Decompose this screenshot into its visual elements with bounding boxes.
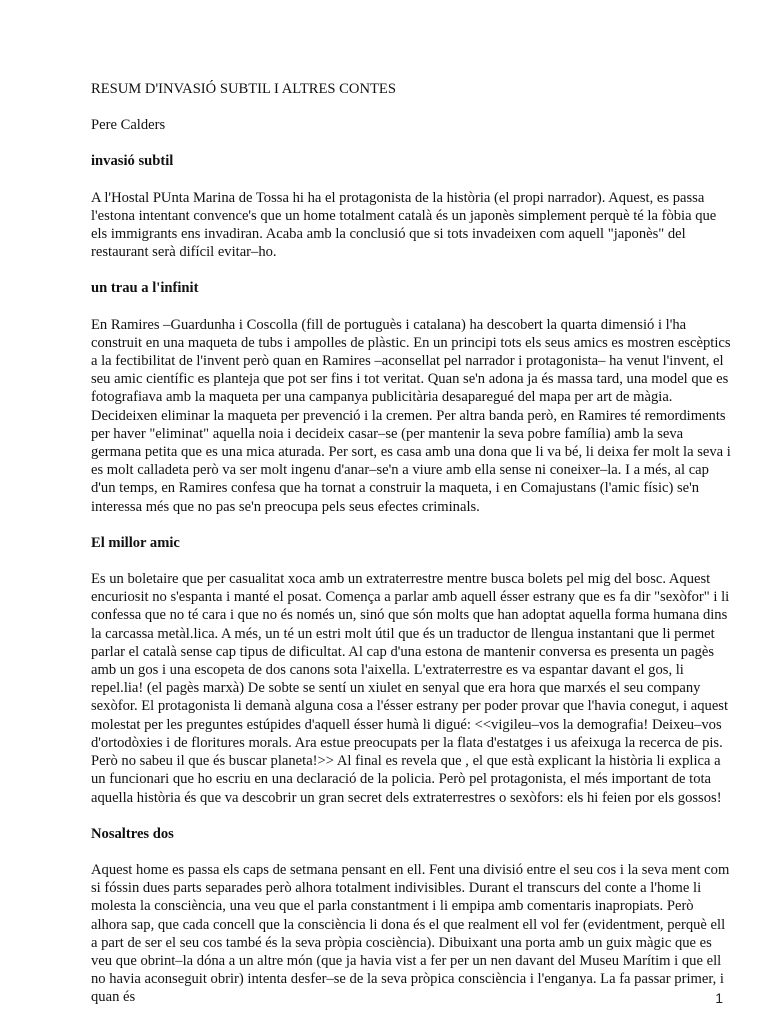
document-title: RESUM D'INVASIÓ SUBTIL I ALTRES CONTES <box>91 81 396 97</box>
author-name: Pere Calders <box>91 117 166 134</box>
section-paragraph: En Ramires –Guardunha i Coscolla (fill de portuguès i catalana) ha descobert la quarta dimensió i l'ha construit en una maqueta de tubs i ampolles de plàstic. En un principi tots els seus amics es mostren escèptics a la fectibilitat de l'invent però quan en Ramires –aconsellat pel narrador i protagonista– ha venut l'invent, el seu amic científic es planteja que pot ser fins i tot veritat. Quan se'n adona ja és massa tard, una model que es fotografiava amb la maqueta per una campanya publicitària desaparegué del mapa per art de màgia. Decideixen eliminar la maqueta per prevenció i la cremen. Per altra banda però, en Ramires té remordiments per haver "eliminat" aquella noia i decideix casar–se (per mantenir la seva pobre família) amb la seva germana petita que es una mica aturada. Per sort, es casa amb una dona que li va bé, li deixa fer molt la seva i es molt calladeta però va ser molt ingenu d'anar–se'n a viure amb ella sense ni coneixer–la. I a més, al cap d'un temps, en Ramires confesa que ha tornat a construir la maqueta, i en Comajustans (l'amic físic) se'n interessa més que no pas se'n preocupa pels seus efectes criminals. <box>91 316 731 515</box>
section-heading: El millor amic <box>91 534 180 551</box>
page-number: 1 <box>715 990 723 1006</box>
section-el-millor-amic <box>91 534 731 807</box>
document-page <box>91 80 731 1025</box>
section-heading: un trau a l'infinit <box>91 280 199 297</box>
section-paragraph: Aquest home es passa els caps de setmana pensant en ell. Fent una divisió entre el seu cos i la seva ment com si fóssin dues parts separades però alhora totalment indivisibles. Durant el transcurs del conte a l'home li molesta la consciència, una veu que el parla constantment i li empipa amb comentaris inapropiats. Però alhora sap, que cada concell que la consciència li dona és el que realment ell vol fer (evidentment, perquè ell a part de ser el seu cos també és la seva pròpia cosciència). Dibuixant una porta amb un guix màgic que es veu que obrint–la dóna a un altre món (que ja havia vist a fer per un nen davant del Museu Marítim i que ell no havia aconseguit obrir) intenta desfer–se de la seva pròpica consciència i l'enganya. La fa passar primer, i quan és <box>91 861 730 1006</box>
section-heading: Nosaltres dos <box>91 825 174 842</box>
section-invasio-subtil <box>91 152 731 261</box>
section-heading: invasió subtil <box>91 153 174 170</box>
section-un-trau-a-linfinit <box>91 279 731 515</box>
section-paragraph: Es un boletaire que per casualitat xoca amb un extraterrestre mentre busca bolets pel mig del bosc. Aquest encuriosit no s'espanta i manté el posat. Comença a parlar amb aquell ésser estrany que es fa dir "sexòfor" i li confessa que no té cara i que no és només un, sinó que són molts que han adoptat aquella forma humana dins la carcassa metàl.lica. A més, un té un estri molt útil que és un traductor de llengua instantani que li permet parlar el català sense cap tipus de dificultat. Al cap d'una estona de mantenir conversa es presenta un pagès amb un gos i una escopeta de dos canons sota l'aixella. L'extraterrestre es va espantar davant el gos, li repel.lia! (el pagès marxà) De sobte se sentí un xiulet en senyal que era hora que marxés el seu company sexòfor. El protagonista li demanà alguna cosa a l'ésser estrany per poder provar que l'havia conegut, i aquest molestat per les preguntes estúpides d'aquell ésser humà li digué: <<vigileu–vos la demografia! Deixeu–vos d'ortodòxies i de floritures morals. Ara estue preocupats per la flata d'estatges i us afeixuga la recerca de pis. Però no sabeu il que és buscar planeta!>> Al final es revela que , el que està explicant la història li explica a un funcionari que ho escriu en una declaració de la policia. Però pel protagonista, el més important de tota aquella història és que va descobrir un gran secret dels extraterrestres o sexòfors: els hi feien por els gossos! <box>91 571 730 806</box>
section-paragraph: A l'Hostal PUnta Marina de Tossa hi ha el protagonista de la història (el propi narrador). Aquest, es passa l'estona intentant convence's que un home totalment català és un japonès simplement perquè té la fòbia que els immigrants ens invadiran. Acaba amb la conclusió que si tots invadeixen com aquell "japonès" del restaurant serà difícil evitar–ho. <box>91 189 717 261</box>
section-nosaltres-dos <box>91 825 731 1007</box>
